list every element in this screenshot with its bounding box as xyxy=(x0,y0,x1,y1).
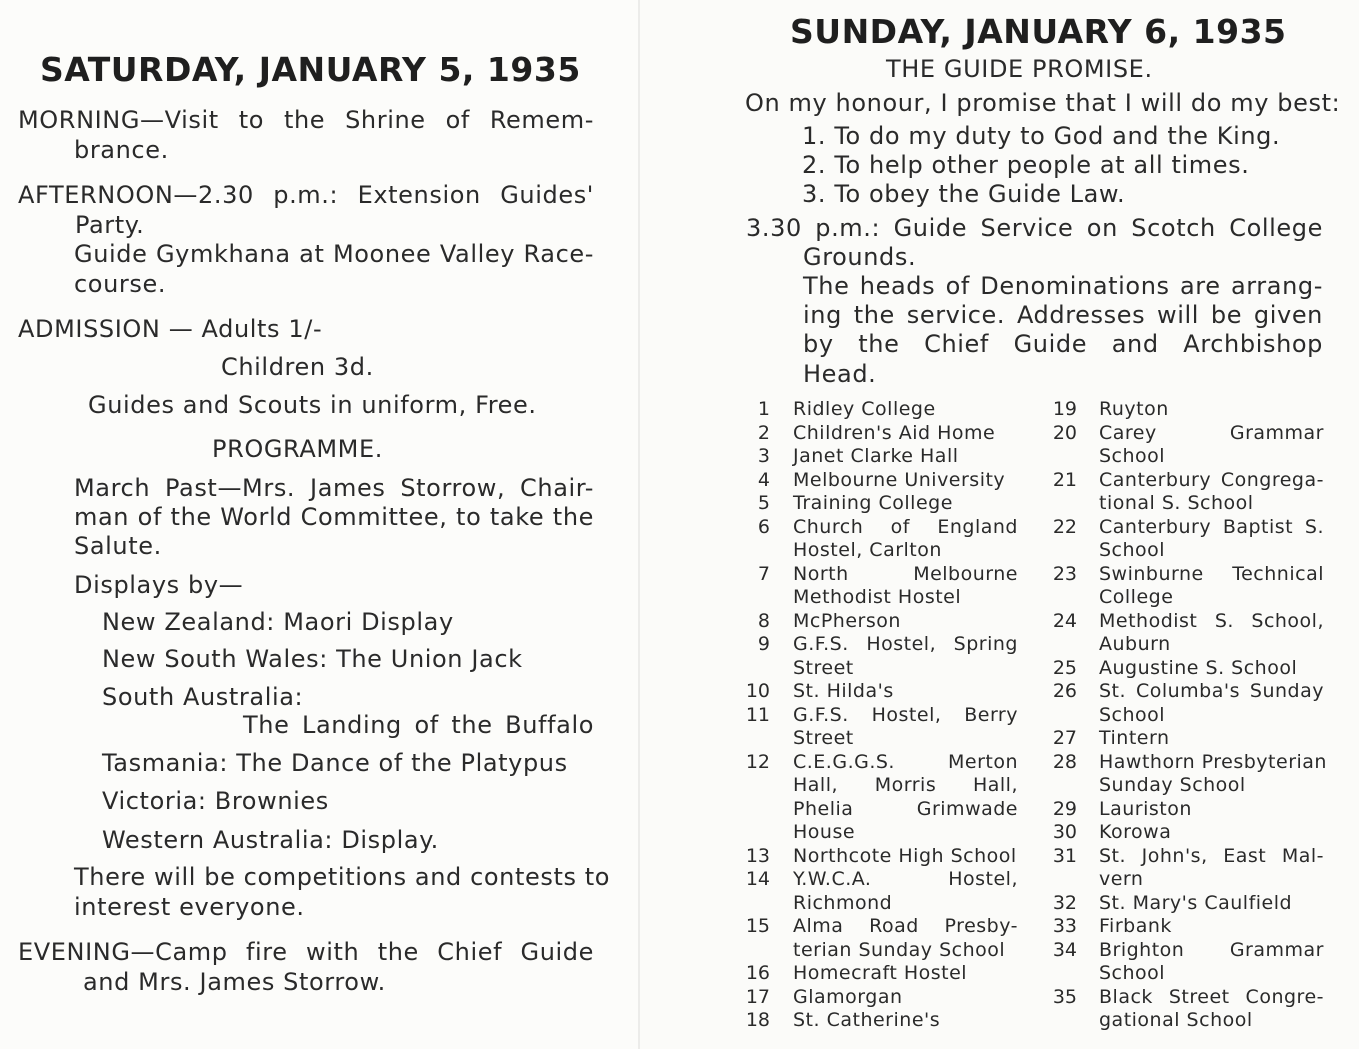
service-line-5: by the Chief Guide and Archbishop xyxy=(803,330,1323,358)
school-name-line: Carey Grammar xyxy=(1099,421,1324,444)
school-name-line: Alma Road Presby- xyxy=(793,915,1018,937)
display-south-australia-title: The Landing of the Buffalo xyxy=(243,711,594,739)
saturday-title: SATURDAY, JANUARY 5, 1935 xyxy=(40,50,581,89)
school-name-line: School xyxy=(1099,962,1166,984)
display-new-south-wales: New South Wales: The Union Jack xyxy=(102,645,523,673)
school-number: 8 xyxy=(757,609,770,632)
school-name-line: Korowa xyxy=(1099,821,1172,843)
school-name-line: Y.W.C.A. Hostel, xyxy=(793,868,1018,890)
saturday-page xyxy=(0,0,640,1049)
school-name-line: gational School xyxy=(1099,1009,1253,1031)
school-name-line: Melbourne University xyxy=(793,468,1006,491)
school-number: 2 xyxy=(757,421,770,444)
school-number: 12 xyxy=(745,750,770,773)
school-name-line: Augustine S. School xyxy=(1099,656,1298,679)
school-name-line: Lauriston xyxy=(1099,797,1192,820)
school-name-line: St. John's, East Mal- xyxy=(1099,844,1324,867)
display-victoria: Victoria: Brownies xyxy=(102,787,329,815)
competitions-line-1: There will be competitions and contests to xyxy=(74,863,611,891)
school-name-line: Training College xyxy=(793,492,953,514)
school-number: 3 xyxy=(757,445,770,467)
school-name-line: C.E.G.G.S. Merton xyxy=(793,750,1018,773)
school-number: 13 xyxy=(745,844,770,867)
school-name-line: Swinburne Technical xyxy=(1099,562,1324,585)
school-name-line: Ruyton xyxy=(1099,398,1169,420)
school-name-line: Firbank xyxy=(1099,915,1172,937)
display-western-australia: Western Australia: Display. xyxy=(102,826,439,854)
competitions-line-2: interest everyone. xyxy=(74,893,305,921)
school-number: 5 xyxy=(757,492,770,514)
school-number: 21 xyxy=(1052,468,1077,491)
school-number: 31 xyxy=(1052,844,1077,867)
school-number: 20 xyxy=(1052,421,1077,444)
school-name-line: Brighton Grammar xyxy=(1099,938,1324,961)
school-name-line: Church of England xyxy=(793,515,1018,538)
school-name-line: St. Hilda's xyxy=(793,680,894,702)
school-name-line: School xyxy=(1099,703,1166,726)
school-name-line: Street xyxy=(793,656,854,679)
school-name-line: vern xyxy=(1099,868,1144,890)
school-number: 26 xyxy=(1052,680,1077,702)
school-name-line: McPherson xyxy=(793,609,901,632)
school-name-line: Richmond xyxy=(793,891,893,914)
school-name-line: Hall, Morris Hall, xyxy=(793,774,1018,796)
school-name-line: North Melbourne xyxy=(793,562,1018,585)
school-number: 33 xyxy=(1052,915,1077,937)
school-name-line: St. Mary's Caulfield xyxy=(1099,891,1293,914)
school-number: 7 xyxy=(757,562,770,585)
school-name-line: Tintern xyxy=(1099,727,1170,749)
afternoon-line-3: Guide Gymkhana at Moonee Valley Race- xyxy=(74,240,594,268)
school-name-line: Hostel, Carlton xyxy=(793,539,942,561)
evening-line-1: EVENING—Camp fire with the Chief Guide xyxy=(18,938,594,966)
school-number: 15 xyxy=(745,915,770,937)
promise-heading: THE GUIDE PROMISE. xyxy=(886,55,1153,83)
school-name-line: Phelia Grimwade xyxy=(793,797,1018,820)
programme-heading: PROGRAMME. xyxy=(212,435,383,463)
school-name-line: Homecraft Hostel xyxy=(793,962,968,984)
school-name-line: G.F.S. Hostel, Spring xyxy=(793,633,1018,655)
school-number: 28 xyxy=(1052,750,1077,773)
school-number: 34 xyxy=(1052,938,1077,961)
display-new-zealand: New Zealand: Maori Display xyxy=(102,608,454,636)
school-number: 35 xyxy=(1052,985,1077,1008)
school-name-line: G.F.S. Hostel, Berry xyxy=(793,703,1018,726)
school-number: 30 xyxy=(1052,821,1077,843)
school-number: 27 xyxy=(1052,727,1077,749)
evening-line-2: and Mrs. James Storrow. xyxy=(83,968,386,996)
sunday-title: SUNDAY, JANUARY 6, 1935 xyxy=(790,12,1287,51)
school-number: 17 xyxy=(745,985,770,1008)
school-name-line: Canterbury Congrega- xyxy=(1099,468,1324,491)
service-line-2: Grounds. xyxy=(803,243,917,271)
school-number: 6 xyxy=(757,515,770,538)
morning-line-2: brance. xyxy=(74,136,169,164)
school-name-line: Hawthorn Presbyterian xyxy=(1099,750,1327,773)
school-name-line: Janet Clarke Hall xyxy=(793,445,959,467)
promise-item-3: 3. To obey the Guide Law. xyxy=(802,180,1126,208)
school-number: 10 xyxy=(745,680,770,702)
march-past-line-2: man of the World Committee, to take the xyxy=(74,503,594,531)
school-name-line: Black Street Congre- xyxy=(1099,985,1324,1008)
school-name-line: St. Catherine's xyxy=(793,1009,941,1031)
admission-children: Children 3d. xyxy=(221,353,374,381)
school-name-line: School xyxy=(1099,445,1166,467)
school-number: 16 xyxy=(745,962,770,984)
school-number: 1 xyxy=(757,398,770,420)
school-number: 23 xyxy=(1052,562,1077,585)
sunday-page xyxy=(640,0,1359,1049)
morning-line-1: MORNING—Visit to the Shrine of Remem- xyxy=(18,106,594,134)
school-number: 4 xyxy=(757,468,770,491)
afternoon-line-4: course. xyxy=(74,270,167,298)
admission-free-note: Guides and Scouts in uniform, Free. xyxy=(88,391,537,419)
school-number: 29 xyxy=(1052,797,1077,820)
school-name-line: School xyxy=(1099,539,1166,561)
march-past-line-3: Salute. xyxy=(74,532,162,560)
school-name-line: College xyxy=(1099,586,1174,608)
school-name-line: Glamorgan xyxy=(793,985,903,1008)
school-name-line: Methodist S. School, xyxy=(1099,609,1324,632)
school-number: 24 xyxy=(1052,609,1077,632)
school-name-line: Northcote High School xyxy=(793,844,1017,867)
school-name-line: Methodist Hostel xyxy=(793,586,962,608)
school-number: 14 xyxy=(745,868,770,890)
school-number: 18 xyxy=(745,1009,770,1031)
service-line-4: ing the service. Addresses will be given xyxy=(803,301,1323,329)
school-number: 22 xyxy=(1052,515,1077,538)
service-line-1: 3.30 p.m.: Guide Service on Scotch College xyxy=(746,214,1323,242)
service-line-6: Head. xyxy=(803,360,877,388)
admission-adults: ADMISSION — Adults 1/- xyxy=(18,315,323,343)
school-name-line: Auburn xyxy=(1099,633,1171,655)
school-number: 25 xyxy=(1052,656,1077,679)
service-line-3: The heads of Denominations are arrang- xyxy=(803,272,1323,300)
display-tasmania: Tasmania: The Dance of the Platypus xyxy=(102,749,568,777)
promise-item-1: 1. To do my duty to God and the King. xyxy=(802,122,1281,150)
school-name-line: terian Sunday School xyxy=(793,938,1006,961)
displays-heading: Displays by— xyxy=(74,571,244,599)
promise-item-2: 2. To help other people at all times. xyxy=(802,151,1250,179)
school-number: 32 xyxy=(1052,891,1077,914)
school-number: 9 xyxy=(757,633,770,655)
school-name-line: Sunday School xyxy=(1099,774,1246,796)
afternoon-line-1: AFTERNOON—2.30 p.m.: Extension Guides' xyxy=(18,181,594,209)
school-name-line: Canterbury Baptist S. xyxy=(1099,515,1324,538)
school-number: 11 xyxy=(745,703,770,726)
march-past-line-1: March Past—Mrs. James Storrow, Chair- xyxy=(74,474,594,502)
promise-intro: On my honour, I promise that I will do my best: xyxy=(745,89,1341,117)
school-number: 19 xyxy=(1052,398,1077,420)
display-south-australia: South Australia: xyxy=(102,683,304,711)
school-name-line: Street xyxy=(793,727,854,749)
school-name-line: Ridley College xyxy=(793,398,936,420)
school-name-line: St. Columba's Sunday xyxy=(1099,680,1324,702)
school-name-line: House xyxy=(793,821,856,843)
school-name-line: Children's Aid Home xyxy=(793,421,996,444)
school-name-line: tional S. School xyxy=(1099,492,1254,514)
afternoon-line-2: Party. xyxy=(75,211,145,239)
